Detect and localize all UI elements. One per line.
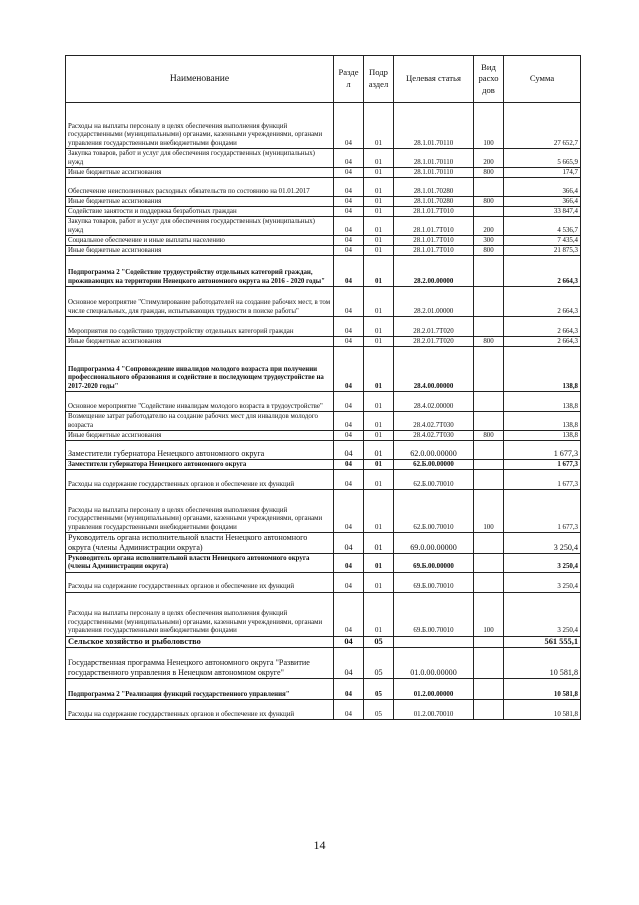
cell-subsection: 01: [364, 592, 394, 636]
cell-kind: [474, 636, 504, 647]
cell-name: Сельское хозяйство и рыболовство: [66, 636, 334, 647]
table-row: [66, 533, 581, 554]
col-header-name: Наименование: [66, 56, 334, 103]
cell-sum: 366,4: [504, 178, 581, 197]
table-row: [66, 197, 581, 207]
cell-target: 69.Б.00.70010: [394, 592, 474, 636]
col-header-target: Целевая статья: [394, 56, 474, 103]
cell-kind: 800: [474, 431, 504, 441]
table-row: [66, 592, 581, 636]
cell-target: 69.Б.00.70010: [394, 572, 474, 592]
table-row: [66, 441, 581, 460]
table-row: [66, 149, 581, 168]
cell-kind: [474, 317, 504, 337]
cell-section: 04: [334, 592, 364, 636]
cell-kind: [474, 553, 504, 572]
cell-sum: 3 250,4: [504, 592, 581, 636]
table-header-row: [66, 56, 581, 103]
table-body: [66, 103, 581, 720]
cell-section: 04: [334, 431, 364, 441]
cell-subsection: 01: [364, 168, 394, 178]
cell-name: Государственная программа Ненецкого автономного округа "Развитие государственного управления в Ненецком автономном округе": [66, 647, 334, 678]
col-header-sum: Сумма: [504, 56, 581, 103]
table-row: [66, 392, 581, 412]
cell-kind: 800: [474, 168, 504, 178]
cell-target: 28.1.01.70280: [394, 197, 474, 207]
table-row: [66, 572, 581, 592]
col-header-section: Разде л: [334, 56, 364, 103]
table-row: [66, 431, 581, 441]
cell-sum: 366,4: [504, 197, 581, 207]
cell-sum: 2 664,3: [504, 317, 581, 337]
cell-subsection: 01: [364, 347, 394, 392]
cell-kind: 800: [474, 337, 504, 347]
cell-name: Расходы на выплаты персоналу в целях обеспечения выполнения функций государственными (муниципальными) органами, казенными учреждениями, органами управления государственными внебюджетными фондами: [66, 592, 334, 636]
cell-name: Расходы на выплаты персоналу в целях обеспечения выполнения функций государственными (муниципальными) органами, казенными учреждениями, органами управления государственными внебюджетными фондами: [66, 103, 334, 149]
table-row: [66, 460, 581, 470]
col-header-subsection: Подр аздел: [364, 56, 394, 103]
cell-section: 04: [334, 572, 364, 592]
table-row: [66, 553, 581, 572]
cell-sum: 2 664,3: [504, 256, 581, 287]
cell-subsection: 01: [364, 431, 394, 441]
cell-kind: 100: [474, 592, 504, 636]
cell-sum: 21 875,3: [504, 246, 581, 256]
cell-name: Подпрограмма 2 "Реализация функций государственного управления": [66, 678, 334, 699]
cell-subsection: 01: [364, 412, 394, 431]
cell-name: Возмещение затрат работодателю на создание рабочих мест для инвалидов молодого возраста: [66, 412, 334, 431]
cell-section: 04: [334, 217, 364, 236]
cell-section: 04: [334, 490, 364, 533]
cell-sum: 1 677,3: [504, 460, 581, 470]
cell-target: 69.0.00.00000: [394, 533, 474, 554]
cell-sum: 1 677,3: [504, 490, 581, 533]
cell-name: Подпрограмма 4 "Сопровождение инвалидов молодого возраста при получении профессионального образования и содействие в последующем трудоустройстве на 2017-2020 годы": [66, 347, 334, 392]
cell-kind: [474, 412, 504, 431]
cell-section: 04: [334, 647, 364, 678]
cell-sum: 174,7: [504, 168, 581, 178]
cell-sum: 1 677,3: [504, 441, 581, 460]
table-row: [66, 236, 581, 246]
cell-sum: 4 536,7: [504, 217, 581, 236]
cell-target: 01.0.00.00000: [394, 647, 474, 678]
cell-subsection: 01: [364, 236, 394, 246]
cell-subsection: 01: [364, 490, 394, 533]
cell-name: Руководитель органа исполнительной власти Ненецкого автономного округа (члены Администрации округа): [66, 553, 334, 572]
cell-target: 62.Б.00.70010: [394, 470, 474, 490]
cell-name: Мероприятия по содействию трудоустройству отдельных категорий граждан: [66, 317, 334, 337]
cell-kind: [474, 460, 504, 470]
cell-name: Закупка товаров, работ и услуг для обеспечения государственных (муниципальных) нужд: [66, 149, 334, 168]
cell-sum: 27 652,7: [504, 103, 581, 149]
cell-subsection: 01: [364, 178, 394, 197]
cell-section: 04: [334, 347, 364, 392]
table-row: [66, 678, 581, 699]
table-row: [66, 168, 581, 178]
table-row: [66, 490, 581, 533]
cell-name: Расходы на содержание государственных органов и обеспечение их функций: [66, 699, 334, 719]
page-number: 14: [313, 838, 326, 852]
cell-name: Расходы на содержание государственных органов и обеспечение их функций: [66, 470, 334, 490]
cell-target: 62.0.00.00000: [394, 441, 474, 460]
cell-name: Иные бюджетные ассигнования: [66, 246, 334, 256]
cell-kind: [474, 256, 504, 287]
cell-subsection: 01: [364, 572, 394, 592]
cell-section: 04: [334, 168, 364, 178]
cell-target: 28.2.01.7Т020: [394, 337, 474, 347]
cell-sum: 3 250,4: [504, 553, 581, 572]
cell-sum: 138,8: [504, 412, 581, 431]
cell-subsection: 01: [364, 287, 394, 317]
cell-kind: [474, 347, 504, 392]
cell-target: 28.1.01.7Т010: [394, 246, 474, 256]
table-row: [66, 287, 581, 317]
cell-target: 62.Б.00.00000: [394, 460, 474, 470]
cell-kind: 800: [474, 197, 504, 207]
cell-kind: 200: [474, 149, 504, 168]
cell-subsection: 01: [364, 149, 394, 168]
cell-subsection: 01: [364, 207, 394, 217]
cell-target: 28.1.01.70110: [394, 103, 474, 149]
cell-subsection: 01: [364, 337, 394, 347]
cell-subsection: 01: [364, 392, 394, 412]
cell-section: 04: [334, 236, 364, 246]
cell-name: Обеспечение неисполненных расходных обязательств по состоянию на 01.01.2017: [66, 178, 334, 197]
cell-name: Основное мероприятие "Стимулирование работодателей на создание рабочих мест, в том числе специальных, для граждан, испытывающих трудности в поиске работы": [66, 287, 334, 317]
cell-kind: [474, 572, 504, 592]
cell-name: Заместители губернатора Ненецкого автономного округа: [66, 441, 334, 460]
cell-name: Расходы на выплаты персоналу в целях обеспечения выполнения функций государственными (муниципальными) органами, казенными учреждениями, органами управления государственными внебюджетными фондами: [66, 490, 334, 533]
table-row: [66, 337, 581, 347]
cell-target: [394, 636, 474, 647]
cell-kind: [474, 647, 504, 678]
cell-name: Подпрограмма 2 "Содействие трудоустройству отдельных категорий граждан, проживающих на территории Ненецкого автономного округа на 2016 - 2020 годы": [66, 256, 334, 287]
cell-kind: [474, 441, 504, 460]
cell-target: 28.2.01.7Т020: [394, 317, 474, 337]
cell-target: 01.2.00.70010: [394, 699, 474, 719]
cell-name: Содействие занятости и поддержка безработных граждан: [66, 207, 334, 217]
cell-name: Расходы на содержание государственных органов и обеспечение их функций: [66, 572, 334, 592]
cell-target: 28.2.01.00000: [394, 287, 474, 317]
cell-subsection: 01: [364, 217, 394, 236]
cell-name: Закупка товаров, работ и услуг для обеспечения государственных (муниципальных) нужд: [66, 217, 334, 236]
cell-name: Иные бюджетные ассигнования: [66, 197, 334, 207]
cell-section: 04: [334, 553, 364, 572]
cell-kind: 100: [474, 490, 504, 533]
cell-subsection: 01: [364, 197, 394, 207]
cell-section: 04: [334, 441, 364, 460]
table-row: [66, 246, 581, 256]
cell-subsection: 01: [364, 103, 394, 149]
cell-target: 28.1.01.7Т010: [394, 236, 474, 246]
cell-name: Иные бюджетные ассигнования: [66, 431, 334, 441]
cell-subsection: 01: [364, 441, 394, 460]
cell-name: Руководитель органа исполнительной власти Ненецкого автономного округа (члены Администрации округа): [66, 533, 334, 554]
cell-subsection: 01: [364, 317, 394, 337]
cell-name: Социальное обеспечение и иные выплаты населению: [66, 236, 334, 246]
cell-kind: [474, 207, 504, 217]
cell-name: Иные бюджетные ассигнования: [66, 168, 334, 178]
cell-target: 28.4.02.00000: [394, 392, 474, 412]
cell-sum: 2 664,3: [504, 287, 581, 317]
cell-section: 04: [334, 317, 364, 337]
cell-name: Основное мероприятие "Содействие инвалидам молодого возраста в трудоустройстве": [66, 392, 334, 412]
cell-kind: 300: [474, 236, 504, 246]
table-row: [66, 647, 581, 678]
cell-sum: 138,8: [504, 347, 581, 392]
cell-section: 04: [334, 412, 364, 431]
cell-subsection: 01: [364, 256, 394, 287]
col-header-kind: Вид расхо дов: [474, 56, 504, 103]
table-row: [66, 636, 581, 647]
cell-sum: 2 664,3: [504, 337, 581, 347]
cell-section: 04: [334, 470, 364, 490]
table-row: [66, 178, 581, 197]
cell-name: Иные бюджетные ассигнования: [66, 337, 334, 347]
cell-section: 04: [334, 256, 364, 287]
table-row: [66, 347, 581, 392]
budget-table: [65, 55, 581, 720]
cell-section: 04: [334, 699, 364, 719]
cell-subsection: 01: [364, 470, 394, 490]
table-row: [66, 217, 581, 236]
cell-sum: 3 250,4: [504, 533, 581, 554]
cell-section: 04: [334, 460, 364, 470]
cell-target: 28.1.01.70110: [394, 168, 474, 178]
table-row: [66, 317, 581, 337]
cell-section: 04: [334, 287, 364, 317]
cell-sum: 138,8: [504, 392, 581, 412]
cell-sum: 138,8: [504, 431, 581, 441]
table-row: [66, 412, 581, 431]
cell-subsection: 05: [364, 636, 394, 647]
cell-subsection: 01: [364, 460, 394, 470]
cell-section: 04: [334, 337, 364, 347]
cell-target: 28.1.01.7Т010: [394, 207, 474, 217]
cell-sum: 3 250,4: [504, 572, 581, 592]
cell-sum: 10 581,8: [504, 678, 581, 699]
cell-target: 28.4.02.7Т030: [394, 431, 474, 441]
cell-section: 04: [334, 103, 364, 149]
cell-kind: [474, 470, 504, 490]
cell-target: 28.1.01.7Т010: [394, 217, 474, 236]
cell-kind: 200: [474, 217, 504, 236]
cell-kind: [474, 392, 504, 412]
cell-subsection: 05: [364, 647, 394, 678]
cell-section: 04: [334, 246, 364, 256]
cell-kind: [474, 287, 504, 317]
cell-sum: 1 677,3: [504, 470, 581, 490]
table-row: [66, 207, 581, 217]
cell-kind: [474, 699, 504, 719]
cell-section: 04: [334, 178, 364, 197]
cell-kind: [474, 533, 504, 554]
cell-sum: 33 847,4: [504, 207, 581, 217]
table-row: [66, 103, 581, 149]
table-row: [66, 699, 581, 719]
cell-subsection: 05: [364, 699, 394, 719]
cell-section: 04: [334, 207, 364, 217]
cell-target: 28.1.01.70110: [394, 149, 474, 168]
cell-section: 04: [334, 149, 364, 168]
cell-target: 28.4.00.00000: [394, 347, 474, 392]
table-row: [66, 256, 581, 287]
cell-section: 04: [334, 636, 364, 647]
table-row: [66, 470, 581, 490]
cell-sum: 10 581,8: [504, 647, 581, 678]
cell-section: 04: [334, 533, 364, 554]
cell-target: 28.2.00.00000: [394, 256, 474, 287]
cell-target: 28.4.02.7Т030: [394, 412, 474, 431]
cell-kind: 100: [474, 103, 504, 149]
cell-sum: 7 435,4: [504, 236, 581, 246]
cell-subsection: 05: [364, 678, 394, 699]
cell-target: 01.2.00.00000: [394, 678, 474, 699]
cell-kind: [474, 178, 504, 197]
cell-sum: 5 665,9: [504, 149, 581, 168]
cell-target: 62.Б.00.70010: [394, 490, 474, 533]
cell-target: 28.1.01.70280: [394, 178, 474, 197]
cell-name: Заместители губернатора Ненецкого автономного округа: [66, 460, 334, 470]
cell-section: 04: [334, 678, 364, 699]
cell-kind: 800: [474, 246, 504, 256]
cell-sum: 10 581,8: [504, 699, 581, 719]
cell-target: 69.Б.00.00000: [394, 553, 474, 572]
cell-subsection: 01: [364, 533, 394, 554]
cell-sum: 561 555,1: [504, 636, 581, 647]
cell-section: 04: [334, 392, 364, 412]
cell-section: 04: [334, 197, 364, 207]
cell-subsection: 01: [364, 553, 394, 572]
cell-kind: [474, 678, 504, 699]
cell-subsection: 01: [364, 246, 394, 256]
